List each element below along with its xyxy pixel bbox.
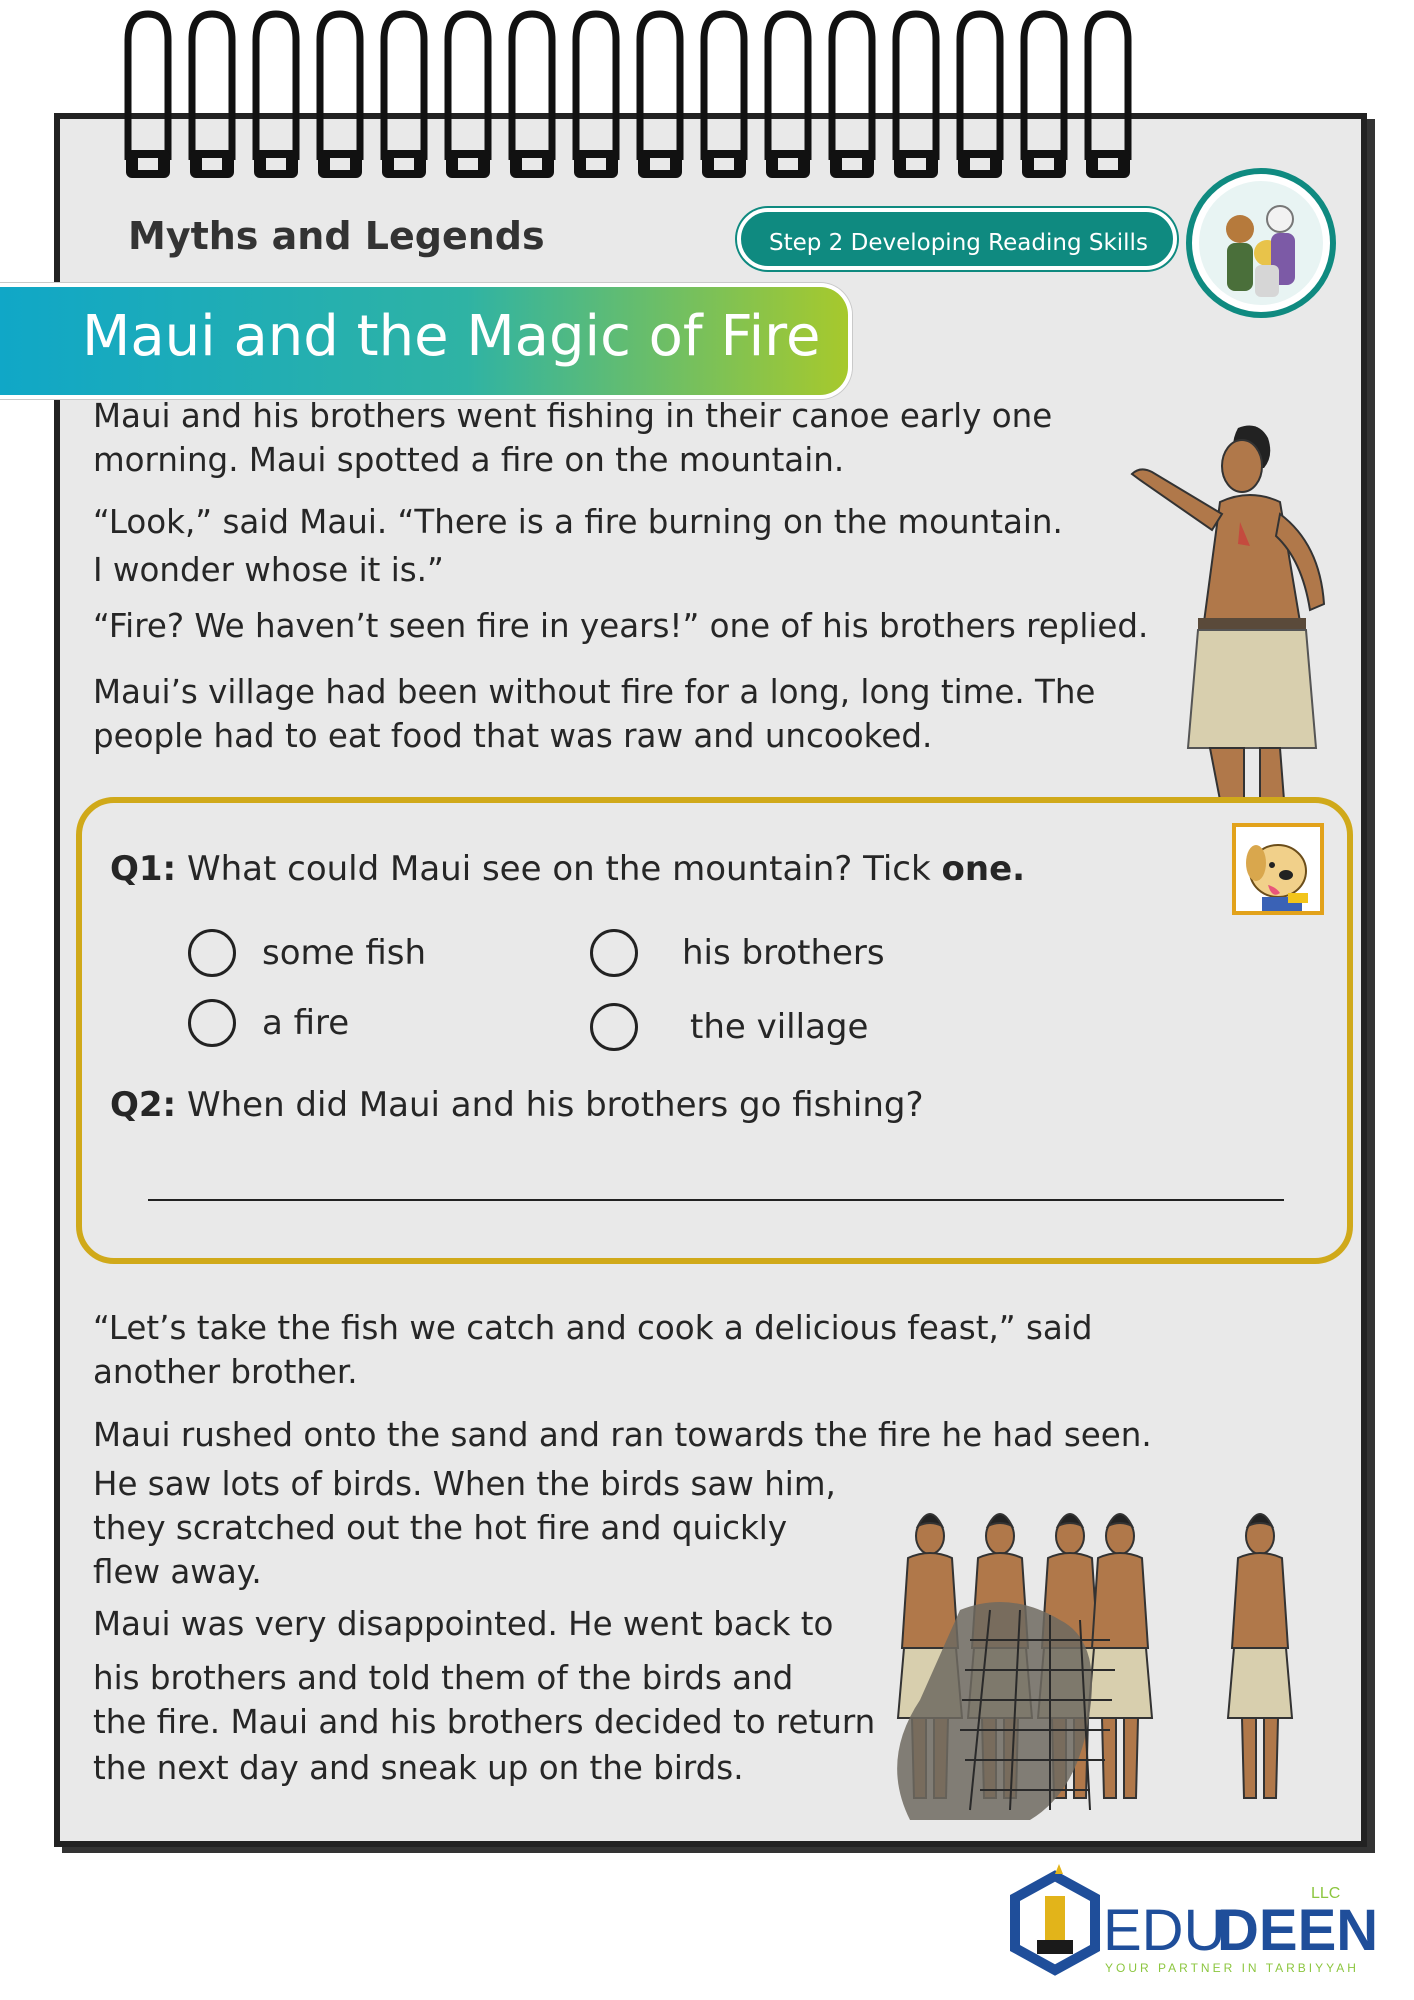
maui-pointing-icon	[1090, 418, 1360, 800]
story-line: Maui was very disappointed. He went back to	[93, 1605, 834, 1643]
logo-text-suffix: DEEN	[1217, 1898, 1379, 1963]
answer-line[interactable]	[148, 1199, 1284, 1201]
story-characters-icon	[1185, 167, 1337, 319]
dog-mascot-icon	[1232, 823, 1324, 915]
option-label: some fish	[262, 933, 427, 973]
question-1-emphasis: one.	[941, 849, 1026, 889]
logo-text-prefix: EDU	[1103, 1898, 1226, 1963]
story-line: Maui and his brothers went fishing in their canoe early one	[93, 397, 1053, 435]
story-line: morning. Maui spotted a fire on the mountain.	[93, 441, 845, 479]
brothers-with-net-icon	[870, 1500, 1330, 1826]
title-banner	[0, 283, 852, 399]
story-line: Maui’s village had been without fire for a long, long time. The	[93, 673, 1096, 711]
option-label: his brothers	[682, 933, 885, 973]
story-line: his brothers and told them of the birds and	[93, 1659, 794, 1697]
question-1-label: Q1:	[110, 849, 177, 889]
option-label: the village	[690, 1007, 869, 1047]
tick-circle[interactable]	[590, 929, 638, 977]
option-the-village[interactable]	[590, 1003, 868, 1051]
story-line: I wonder whose it is.”	[93, 551, 444, 589]
story-line: flew away.	[93, 1553, 262, 1591]
option-a-fire[interactable]	[188, 999, 349, 1047]
option-some-fish[interactable]	[188, 929, 426, 977]
question-1-text: What could Maui see on the mountain? Tick	[176, 849, 942, 889]
story-line: Maui rushed onto the sand and ran towards the fire he had seen.	[93, 1416, 1152, 1454]
story-line: the fire. Maui and his brothers decided to return	[93, 1703, 876, 1741]
tick-circle[interactable]	[590, 1003, 638, 1051]
question-1	[110, 849, 1025, 889]
story-line: the next day and sneak up on the birds.	[93, 1749, 744, 1787]
story-line: “Fire? We haven’t seen fire in years!” one of his brothers replied.	[93, 607, 1149, 645]
question-2-label: Q2:	[110, 1085, 177, 1125]
story-line: “Let’s take the fish we catch and cook a delicious feast,” said	[93, 1309, 1093, 1347]
story-line: another brother.	[93, 1353, 358, 1391]
story-line: they scratched out the hot fire and quickly	[93, 1509, 788, 1547]
story-line: people had to eat food that was raw and uncooked.	[93, 717, 933, 755]
page-title: Maui and the Magic of Fire	[82, 304, 821, 369]
question-2-text: When did Maui and his brothers go fishing?	[176, 1085, 924, 1125]
option-label: a fire	[262, 1003, 350, 1043]
question-box	[76, 797, 1353, 1264]
story-line: He saw lots of birds. When the birds saw him,	[93, 1465, 836, 1503]
logo-tagline: YOUR PARTNER IN TARBIYYAH	[1105, 1961, 1359, 1975]
tick-circle[interactable]	[188, 999, 236, 1047]
tick-circle[interactable]	[188, 929, 236, 977]
story-line: “Look,” said Maui. “There is a fire burning on the mountain.	[93, 503, 1063, 541]
logo-llc: LLC	[1311, 1885, 1341, 1902]
step-badge: Step 2 Developing Reading Skills	[737, 208, 1177, 270]
section-title: Myths and Legends	[128, 214, 545, 258]
option-his-brothers[interactable]	[590, 929, 885, 977]
edudeen-logo-icon	[1005, 1868, 1379, 1988]
question-2	[110, 1085, 924, 1125]
